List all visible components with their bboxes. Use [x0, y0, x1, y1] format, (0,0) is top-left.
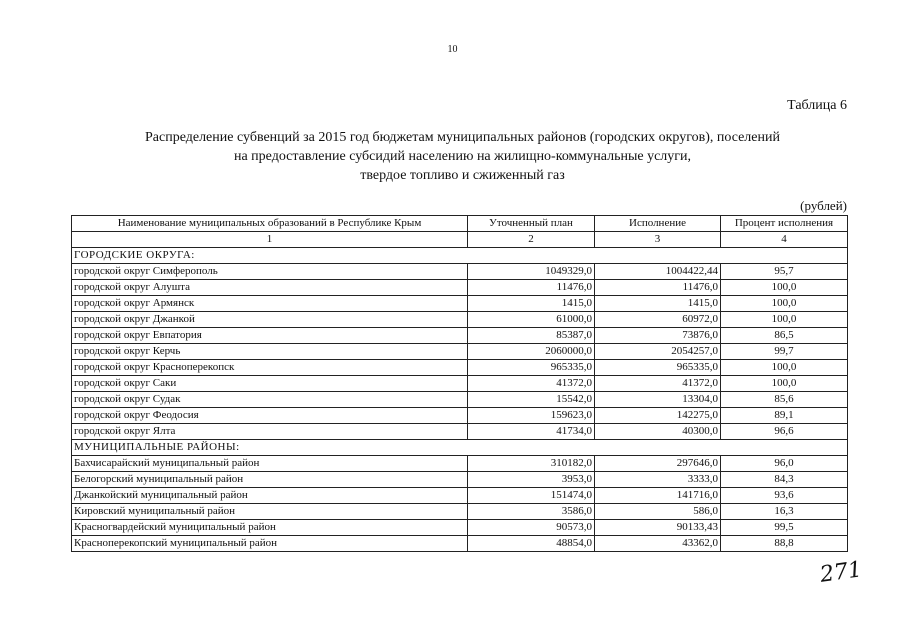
- plan-value: 3953,0: [468, 472, 595, 488]
- table-row: [72, 280, 848, 296]
- header-execution: Исполнение: [595, 216, 721, 232]
- table-row: [72, 456, 848, 472]
- column-number-row: [72, 232, 848, 248]
- plan-value: 1415,0: [468, 296, 595, 312]
- plan-value: 1049329,0: [468, 264, 595, 280]
- table-body: [72, 248, 848, 552]
- percent-value: 99,5: [721, 520, 848, 536]
- column-number: 2: [468, 232, 595, 248]
- section-title: МУНИЦИПАЛЬНЫЕ РАЙОНЫ:: [72, 440, 848, 456]
- plan-value: 48854,0: [468, 536, 595, 552]
- table-row: [72, 408, 848, 424]
- plan-value: 41734,0: [468, 424, 595, 440]
- plan-value: 61000,0: [468, 312, 595, 328]
- title-line: на предоставление субсидий населению на жилищно-коммунальные услуги,: [233, 149, 692, 164]
- municipality-name: городской округ Феодосия: [72, 408, 468, 424]
- table-row: [72, 376, 848, 392]
- plan-value: 151474,0: [468, 488, 595, 504]
- section-row: [72, 248, 848, 264]
- percent-value: 84,3: [721, 472, 848, 488]
- execution-value: 43362,0: [595, 536, 721, 552]
- page-number: 10: [447, 44, 458, 55]
- municipality-name: Красноперекопский муниципальный район: [72, 536, 468, 552]
- municipality-name: Кировский муниципальный район: [72, 504, 468, 520]
- header-percent: Процент исполнения: [721, 216, 848, 232]
- plan-value: 310182,0: [468, 456, 595, 472]
- execution-value: 586,0: [595, 504, 721, 520]
- table-row: [72, 488, 848, 504]
- table-label: Таблица 6: [787, 98, 847, 113]
- percent-value: 93,6: [721, 488, 848, 504]
- percent-value: 16,3: [721, 504, 848, 520]
- execution-value: 11476,0: [595, 280, 721, 296]
- plan-value: 90573,0: [468, 520, 595, 536]
- plan-value: 15542,0: [468, 392, 595, 408]
- table-row: [72, 424, 848, 440]
- column-number: 3: [595, 232, 721, 248]
- execution-value: 965335,0: [595, 360, 721, 376]
- percent-value: 88,8: [721, 536, 848, 552]
- percent-value: 95,7: [721, 264, 848, 280]
- table-row: [72, 520, 848, 536]
- percent-value: 100,0: [721, 296, 848, 312]
- table-row: [72, 536, 848, 552]
- municipality-name: городской округ Армянск: [72, 296, 468, 312]
- execution-value: 1004422,44: [595, 264, 721, 280]
- column-number: 4: [721, 232, 848, 248]
- percent-value: 96,0: [721, 456, 848, 472]
- municipality-name: городской округ Красноперекопск: [72, 360, 468, 376]
- header-row: [72, 216, 848, 232]
- municipality-name: городской округ Судак: [72, 392, 468, 408]
- municipality-name: Белогорский муниципальный район: [72, 472, 468, 488]
- percent-value: 100,0: [721, 360, 848, 376]
- plan-value: 85387,0: [468, 328, 595, 344]
- percent-value: 86,5: [721, 328, 848, 344]
- section-row: [72, 440, 848, 456]
- execution-value: 60972,0: [595, 312, 721, 328]
- units-label: (рублей): [800, 198, 847, 213]
- municipality-name: городской округ Ялта: [72, 424, 468, 440]
- plan-value: 2060000,0: [468, 344, 595, 360]
- table-row: [72, 344, 848, 360]
- execution-value: 90133,43: [595, 520, 721, 536]
- table-row: [72, 504, 848, 520]
- plan-value: 3586,0: [468, 504, 595, 520]
- subsidy-table: [71, 215, 848, 552]
- municipality-name: городской округ Алушта: [72, 280, 468, 296]
- percent-value: 100,0: [721, 312, 848, 328]
- execution-value: 40300,0: [595, 424, 721, 440]
- column-number: 1: [72, 232, 468, 248]
- table-row: [72, 296, 848, 312]
- table-row: [72, 328, 848, 344]
- handwritten-page-mark: 271: [818, 557, 864, 588]
- plan-value: 965335,0: [468, 360, 595, 376]
- execution-value: 3333,0: [595, 472, 721, 488]
- section-title: ГОРОДСКИЕ ОКРУГА:: [72, 248, 848, 264]
- execution-value: 2054257,0: [595, 344, 721, 360]
- plan-value: 41372,0: [468, 376, 595, 392]
- plan-value: 159623,0: [468, 408, 595, 424]
- municipality-name: городской округ Евпатория: [72, 328, 468, 344]
- percent-value: 89,1: [721, 408, 848, 424]
- municipality-name: городской округ Симферополь: [72, 264, 468, 280]
- table-row: [72, 264, 848, 280]
- municipality-name: Бахчисарайский муниципальный район: [72, 456, 468, 472]
- execution-value: 41372,0: [595, 376, 721, 392]
- percent-value: 85,6: [721, 392, 848, 408]
- table-row: [72, 312, 848, 328]
- table-row: [72, 360, 848, 376]
- table-row: [72, 472, 848, 488]
- title-line: Распределение субвенций за 2015 год бюджетам муниципальных районов (городских округов), поселений: [145, 130, 780, 145]
- execution-value: 13304,0: [595, 392, 721, 408]
- execution-value: 141716,0: [595, 488, 721, 504]
- header-name: Наименование муниципальных образований в Республике Крым: [72, 216, 468, 232]
- header-plan: Уточненный план: [468, 216, 595, 232]
- execution-value: 73876,0: [595, 328, 721, 344]
- percent-value: 100,0: [721, 280, 848, 296]
- municipality-name: городской округ Саки: [72, 376, 468, 392]
- municipality-name: городской округ Джанкой: [72, 312, 468, 328]
- execution-value: 1415,0: [595, 296, 721, 312]
- title-line: твердое топливо и сжиженный газ: [360, 168, 565, 183]
- percent-value: 96,6: [721, 424, 848, 440]
- municipality-name: Красногвардейский муниципальный район: [72, 520, 468, 536]
- municipality-name: городской округ Керчь: [72, 344, 468, 360]
- execution-value: 297646,0: [595, 456, 721, 472]
- plan-value: 11476,0: [468, 280, 595, 296]
- table-row: [72, 392, 848, 408]
- execution-value: 142275,0: [595, 408, 721, 424]
- document-title: [60, 128, 865, 185]
- percent-value: 100,0: [721, 376, 848, 392]
- municipality-name: Джанкойский муниципальный район: [72, 488, 468, 504]
- percent-value: 99,7: [721, 344, 848, 360]
